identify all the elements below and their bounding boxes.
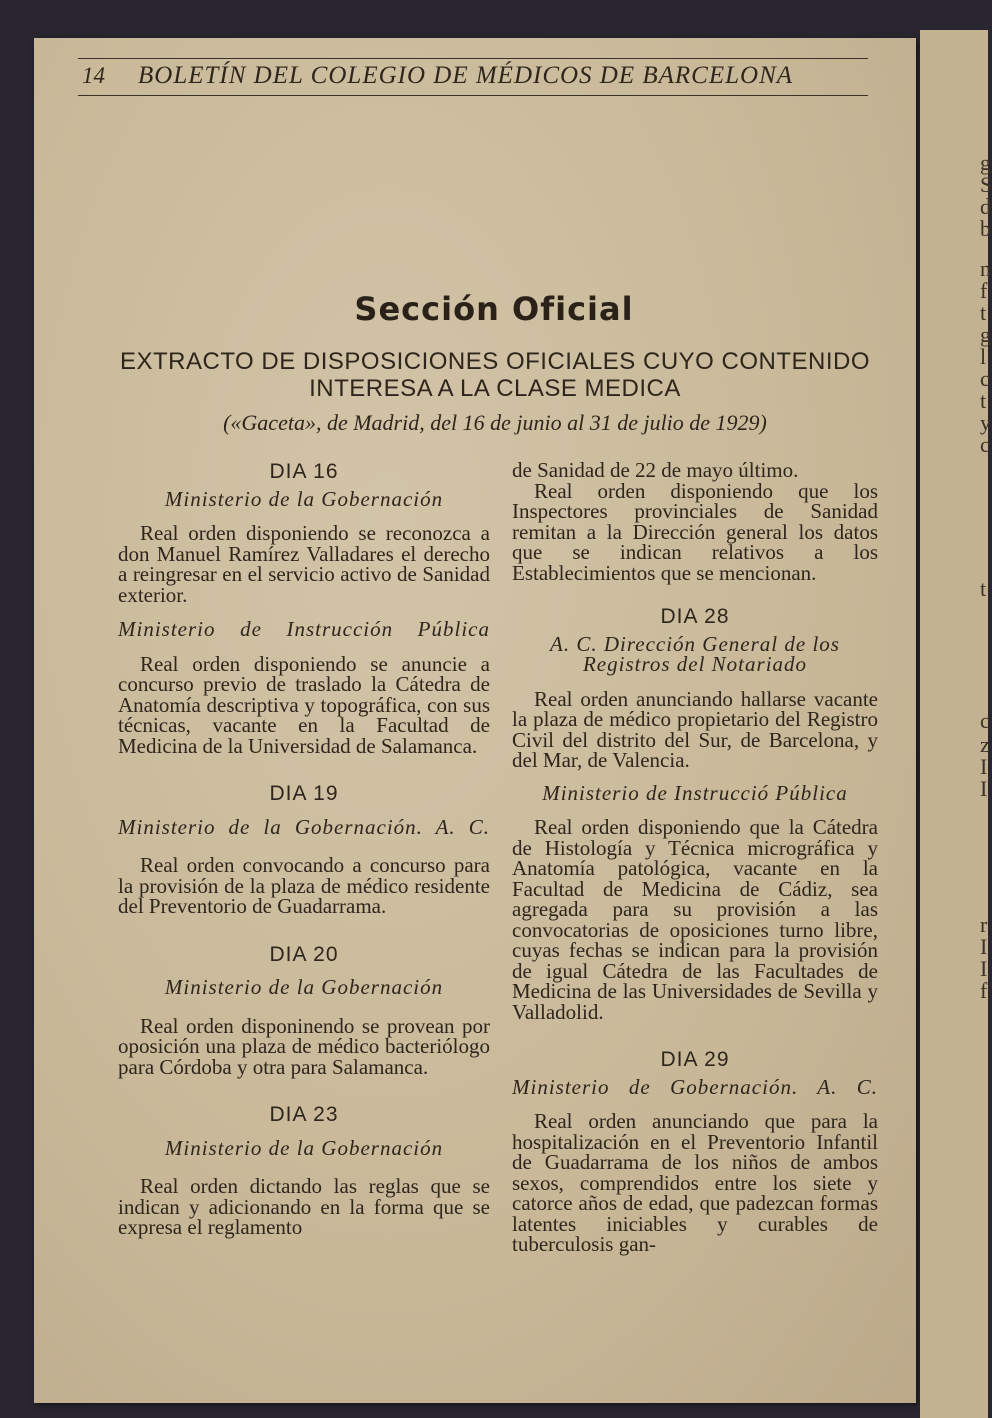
subtitle-line: EXTRACTO DE DISPOSICIONES OFICIALES CUYO CONTENIDO [119,348,870,375]
page-fragment: c [980,708,990,733]
page-fragment: y [980,410,991,435]
day-heading: DIA 29 [660,1048,730,1071]
section-title: Sección Oficial [354,290,634,328]
day-heading: DIA 16 [269,460,339,483]
ministry-heading: A. C. Dirección General de los Registros del Notariado [550,631,840,676]
disposition-text: Real orden disponinendo se provean por oposición una plaza de médico bacteriólogo para Córdoba y otra para Salamanca. [118,1013,490,1079]
ministry-heading: Ministerio de Gobernación. A. C. [512,1074,878,1099]
page-fragment: n [980,256,991,281]
page-fragment: I [980,934,988,959]
disposition-text: Real orden disponiendo que la Cátedra de Histología y Técnica micrográfica y Anatomía patológica, vacante en la Facultad de Medicina de Cádiz, sea agregada para su provisión a las convocatorias de oposiciones turno libre, cuyas fechas se indican para la provisión de igual Cátedra de las Facultades de Medicina de las Universidades de Sevilla y Valladolid. [512,815,878,1024]
page-fragment: I [980,956,988,981]
source-citation: («Gaceta», de Madrid, del 16 de junio al 31 de julio de 1929) [223,410,767,435]
day-heading: DIA 20 [269,942,339,966]
ministry-heading: Ministerio de Instrucción Pública [118,617,490,641]
running-header [78,58,868,96]
continued-text: de Sanidad de 22 de mayo último. [512,458,799,482]
day-heading: DIA 23 [269,1103,339,1126]
subtitle-line: INTERESA A LA CLASE MEDICA [309,375,681,402]
disposition-text: Real orden anunciando que para la hospitalización en el Preventorio Infantil de Guadarrama de los niños de ambos sexos, comprendidos entre los siete y catorce años de edad, que padezcan formas latentes iniciables y curables de tuberculosis gan- [512,1109,878,1256]
disposition-text: Real orden convocando a concurso para la provisión de la plaza de médico residente del Preventorio de Guadarrama. [118,853,490,918]
page-fragment: r [980,912,988,937]
disposition-text: Real orden dictando las reglas que se indican y adicionando en la forma que se expresa el reglamento [118,1174,490,1239]
page-fragment: I [980,776,988,801]
page-fragment: I [980,754,988,779]
disposition-text: Real orden disponiendo se reconozca a don Manuel Ramírez Valladares el derecho a reingresar en el servicio activo de Sanidad exterior. [118,521,490,607]
page-fragment: f [980,978,988,1003]
disposition-text: Real orden disponiendo se anuncie a concurso previo de traslado la Cátedra de Anatomía descriptiva y topográfica, con sus técnicas, vacante en la Facultad de Medicina de la Universidad de Salamanca. [118,651,490,758]
disposition-text: Real orden disponiendo que los Inspectores provinciales de Sanidad remitan a la Dirección general los datos que se indican relativos a los Establecimientos que se mencionan. [512,478,878,585]
page-fragment: z [980,732,990,757]
page-fragment: c [980,366,990,391]
left-column [118,462,490,1248]
ministry-heading: Ministerio de Instrucció Pública [542,780,848,805]
page-fragment: g [980,322,991,347]
subtitle [100,348,890,402]
page-number: 14 [82,63,105,88]
ministry-heading: Ministerio de la Gobernación [164,1135,444,1160]
page-fragment: b [980,216,991,241]
page-fragment: t [980,576,987,601]
page-fragment: d [980,194,991,219]
page-fragment: g [980,150,991,175]
page-fragment: t [980,300,987,325]
right-column [512,460,878,1265]
day-heading: DIA 19 [269,782,339,805]
ministry-heading: Ministerio de la Gobernación. A. C. [118,814,490,839]
page-fragment: f [980,278,988,303]
disposition-text: Real orden anunciando hallarse vacante la plaza de médico propietario del Registro Civil del distrito del Sur, de Barcelona, y del Mar, de Valencia. [512,686,878,772]
ministry-heading: Ministerio de la Gobernación [164,486,444,511]
page-fragment: t [980,388,987,413]
journal-title: BOLETÍN DEL COLEGIO DE MÉDICOS DE BARCELONA [138,62,794,89]
ministry-heading: Ministerio de la Gobernación [164,975,444,999]
page-fragment: l [980,344,987,369]
page-fragment: S [980,172,992,197]
adjacent-page-edge [920,30,992,1418]
page-fragment: c [980,432,990,457]
day-heading: DIA 28 [660,605,730,628]
